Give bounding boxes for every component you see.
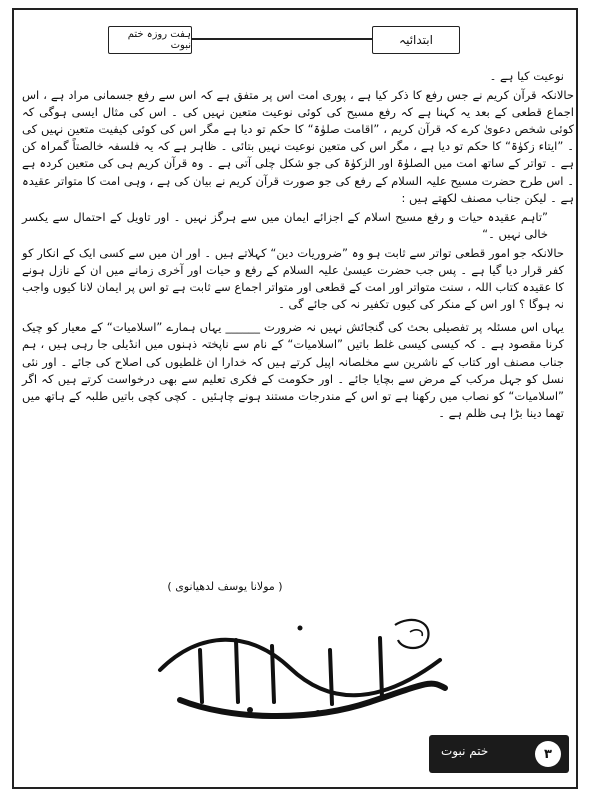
paragraph-1: نوعیت کیا ہے ۔ (489, 69, 564, 83)
header-rule (190, 38, 372, 40)
quotation: ”تاہم عقیدہ حیات و رفع مسیح اسلام کے اجزائے ایمان میں سے ہرگز نہیں ۔ اور تاویل کے احتمال سے یکسر خالی نہیں ۔“ (22, 209, 548, 241)
author-signature: ( مولانا یوسف لدھیانوی ) (167, 580, 283, 593)
paragraph-2: حالانکہ قرآن کریم نے جس رفع کا ذکر کیا ہے ، پوری امت اس پر متفق ہے کہ اس سے رفع جسمانی مراد ہے ، اس اجماع قطعی کے بعد یہ کہنا ہے کہ رفع مسیح کی کوئی نوعیت متعین نہیں کی ۔ اس کی مثال ایسی ہوگی کہ کوئی شخص دعویٰ کرے کہ قرآن کریم ، ”اقامت صلوٰۃ“ کا حکم تو دیا ہے مگر اس کی کوئی کیفیت متعین نہیں کی ۔ ”ایتاء زکوٰۃ“ کا حکم تو دیا ہے ، مگر اس کی متعین نوعیت نہیں بتائی ۔ ظاہر ہے کہ یہ فلسفہ خالصتاً گمراہ کن ہے ۔ تواتر کے ساتھ امت میں الصلوٰۃ اور الزکوٰۃ کی جو شکل چلی آتی ہے ۔ وہ قرآن کریم ہی کی متعین کردہ ہے ۔ اس طرح حضرت مسیح علیہ السلام کے رفع کی جو صورت قرآن کریم نے بیان کی ہے ، وہی امت کا متواتر عقیدہ ہے ۔ لیکن جناب مصنف لکھتے ہیں : (22, 88, 574, 205)
article-body (22, 68, 574, 424)
paragraph-4: یہاں اس مسئلہ پر تفصیلی بحث کی گنجائش نہیں نہ ضرورت ______ یہاں ہمارے ”اسلامیات“ کے معیار کو چیک کرنا مقصود ہے ۔ کہ کیسی کیسی غلط باتیں ”اسلامیات“ کے نام سے ناپختہ ذہنوں میں انڈیلی جا رہی ہیں ، ہم جناب مصنف اور کتاب کے ناشرین سے مخلصانہ اپیل کرتے ہیں کہ خدارا ان غلطیوں کی اصلاح کی جائے ۔ اور نئی نسل کو جہل مرکب کے مرض سے بچایا جائے ۔ اور حکومت کے فکری تعلیم سے بھی درخواست کرتے ہیں کہ اگر ”اسلامیات“ کو نصاب میں رکھنا ہے تو اس کے مندرجات مستند ہونے چاہئیں ۔ کچی کچی باتیں طلبہ کے ہاتھ میں تھما دینا بڑا ہی ظلم ہے ۔ (22, 320, 564, 420)
paragraph-3: حالانکہ جو امور قطعی تواتر سے ثابت ہو وہ ”ضروریات دین“ کہلاتے ہیں ۔ اور ان میں سے کسی ایک کے انکار کو کفر قرار دیا گیا ہے ۔ پس جب حضرت عیسیٰ علیہ السلام کے رفع و حیات اور آخری زمانے میں ان کے نازل ہونے کا عقیدہ کتاب اللہ ، سنت متواتر اور امت کے قطعی اور متواتر اجماع سے ثابت ہے تو اس پر ایمان لانا کیوں واجب نہ ہوگا ؟ اور اس کے منکر کی کیوں تکفیر نہ کی جائے گی ۔ (22, 245, 564, 312)
footer-title: ختم نبوت (441, 744, 489, 758)
magazine-tag (108, 26, 192, 54)
section-tag-label: ابتدائیہ (399, 33, 433, 47)
section-tag (372, 26, 460, 54)
magazine-tag-label: ہفت روزہ ختم نبوت (127, 29, 191, 51)
page-number: ۳ (535, 741, 561, 767)
khatam-un-nabiyyin-calligraphy (140, 610, 460, 730)
footer-banner (429, 735, 569, 773)
